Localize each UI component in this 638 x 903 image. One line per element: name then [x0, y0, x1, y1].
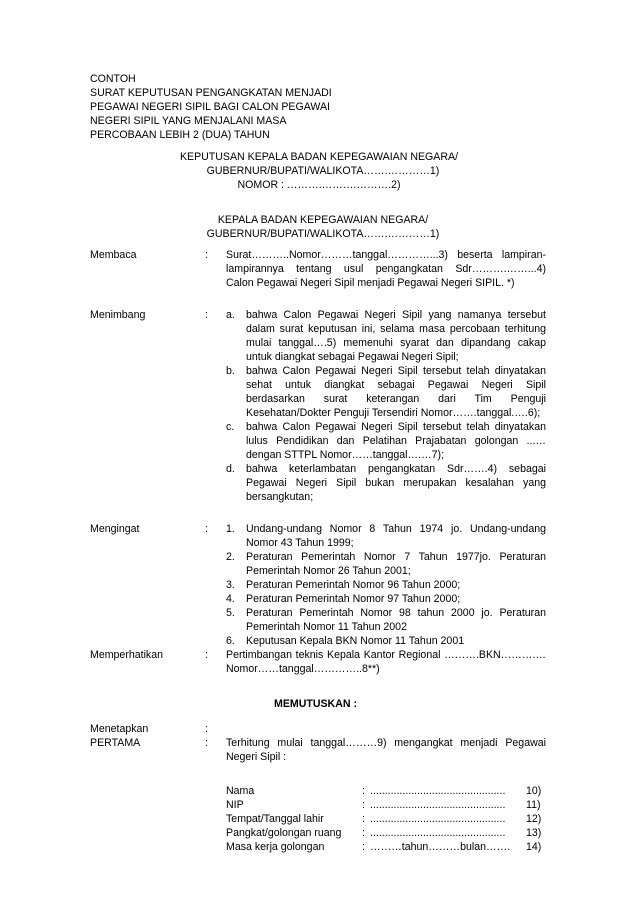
field-dots: .............................................. — [370, 827, 506, 839]
field-colon: : — [362, 813, 365, 825]
item-line: Undang-undang Nomor 8 Tahun 1974 jo. Undang-undang — [246, 523, 546, 535]
body-line: Negeri Sipil : — [226, 751, 287, 763]
body-line: Calon Pegawai Negeri Sipil menjadi Pegawai Negeri SIPIL. *) — [226, 277, 515, 289]
field-ref: 14) — [526, 841, 542, 853]
section-label: Menimbang — [90, 309, 146, 321]
body-line: Pertimbangan teknis Kepala Kantor Regional ……….BKN……….… — [226, 649, 546, 661]
section-label: PERTAMA — [90, 737, 141, 749]
field-dots: .............................................. — [370, 785, 506, 797]
field-label: Nama — [226, 785, 255, 797]
item-number: 2. — [226, 551, 235, 563]
item-letter: c. — [226, 421, 235, 433]
authority-line: KEPALA BADAN KEPEGAWAIAN NEGARA/ — [217, 214, 429, 226]
item-line: berdasarkan surat keterangan dari Tim Penguji — [246, 393, 546, 405]
item-line: bahwa keterlambatan pengangkatan Sdr…….4) sebagai — [246, 463, 546, 475]
header-line: SURAT KEPUTUSAN PENGANGKATAN MENJADI — [90, 87, 332, 99]
item-number: 3. — [226, 579, 235, 591]
item-line: Nomor 43 Tahun 1999; — [246, 537, 354, 549]
item-number: 5. — [226, 607, 235, 619]
item-line: Peraturan Pemerintah Nomor 98 tahun 2000 jo. Peraturan — [246, 607, 546, 619]
section-label: Memperhatikan — [90, 649, 164, 661]
item-line: dengan STTPL Nomor……tanggal….…7); — [246, 449, 445, 461]
item-line: Pemerintah Nomor 11 Tahun 2002 — [246, 621, 407, 633]
field-label: Masa kerja golongan — [226, 841, 325, 853]
item-line: dalam surat keputusan ini, selama masa percobaan terhitung — [246, 323, 546, 335]
header-line: NEGERI SIPIL YANG MENJALANI MASA — [90, 115, 287, 127]
section-colon: : — [205, 309, 208, 321]
item-line: Keputusan Kepala BKN Nomor 11 Tahun 2001 — [246, 635, 465, 647]
item-line: Kesehatan/Dokter Penguji Tersendiri Nomor…….tanggal.….6); — [246, 407, 541, 419]
title-line: KEPUTUSAN KEPALA BADAN KEPEGAWAIAN NEGARA/ — [179, 151, 459, 163]
title-line: NOMOR : ……….……….……….2) — [237, 179, 401, 191]
body-line: lampirannya tentang usul pengangkatan Sdr……….……...4) — [226, 263, 546, 275]
memutuskan-heading: MEMUTUSKAN : — [274, 698, 357, 710]
item-line: bahwa Calon Pegawai Negeri Sipil tersebut telah dinyatakan — [246, 365, 546, 377]
field-ref: 10) — [526, 785, 542, 797]
item-number: 6. — [226, 635, 235, 647]
section-label: Membaca — [90, 249, 137, 261]
item-line: Peraturan Pemerintah Nomor 97 Tahun 2000; — [246, 593, 461, 605]
item-line: Pegawai Negeri Sipil bukan merupakan kesalahan yang — [246, 477, 546, 489]
item-letter: d. — [226, 463, 235, 475]
header-line: CONTOH — [90, 73, 136, 85]
field-label: Pangkat/golongan ruang — [226, 827, 342, 839]
item-line: sehat untuk diangkat sebagai Pegawai Negeri Sipil — [246, 379, 546, 391]
field-dots: ………tahun………bulan……. — [370, 841, 511, 853]
item-number: 1. — [226, 523, 235, 535]
item-letter: b. — [226, 365, 235, 377]
field-colon: : — [362, 799, 365, 811]
header-line: PEGAWAI NEGERI SIPIL BAGI CALON PEGAWAI — [90, 101, 330, 113]
title-line: GUBERNUR/BUPATI/WALIKOTA…….…………1) — [206, 165, 440, 177]
item-line: bersangkutan; — [246, 491, 314, 503]
item-line: Peraturan Pemerintah Nomor 7 Tahun 1977jo. Peraturan — [246, 551, 546, 563]
field-ref: 11) — [526, 799, 541, 811]
section-colon: : — [205, 737, 208, 749]
header-line: PERCOBAAN LEBIH 2 (DUA) TAHUN — [90, 129, 270, 141]
body-line: Terhitung mulai tanggal………9) mengangkat menjadi Pegawai — [226, 737, 546, 749]
field-dots: .............................................. — [370, 813, 506, 825]
section-label: Mengingat — [90, 523, 140, 535]
field-label: Tempat/Tanggal lahir — [226, 813, 324, 825]
item-line: bahwa Calon Pegawai Negeri Sipil tersebut telah dinyatakan — [246, 421, 546, 433]
field-ref: 13) — [526, 827, 542, 839]
item-line: bahwa Calon Pegawai Negeri Sipil yang namanya tersebut — [246, 309, 546, 321]
section-colon: : — [205, 723, 208, 735]
authority-line: GUBERNUR/BUPATI/WALIKOTA…….…………1) — [206, 228, 440, 240]
section-label-menetapkan: Menetapkan — [90, 723, 149, 735]
item-line: untuk diangkat sebagai Pegawai Negeri Sipil; — [246, 351, 459, 363]
field-dots: .............................................. — [370, 799, 506, 811]
item-line: mulai tanggal….5) memenuhi syarat dan dipandang cakap — [246, 337, 546, 349]
field-colon: : — [362, 841, 365, 853]
item-line: Peraturan Pemerintah Nomor 96 Tahun 2000; — [246, 579, 461, 591]
field-colon: : — [362, 785, 365, 797]
body-line: Nomor……tanggal…………..8**) — [226, 663, 380, 675]
item-letter: a. — [226, 309, 235, 321]
item-line: Pemerintah Nomor 26 Tahun 2001; — [246, 565, 411, 577]
section-colon: : — [205, 249, 208, 261]
field-ref: 12) — [526, 813, 542, 825]
section-colon: : — [205, 649, 208, 661]
section-colon: : — [205, 523, 208, 535]
item-line: lulus Pendidikan dan Pelatihan Prajabatan golongan ...… — [246, 435, 546, 447]
field-colon: : — [362, 827, 365, 839]
field-label: NIP — [226, 799, 244, 811]
body-line: Surat………..Nomor………tanggal…………...3) beserta lampiran- — [226, 249, 546, 261]
item-number: 4. — [226, 593, 235, 605]
